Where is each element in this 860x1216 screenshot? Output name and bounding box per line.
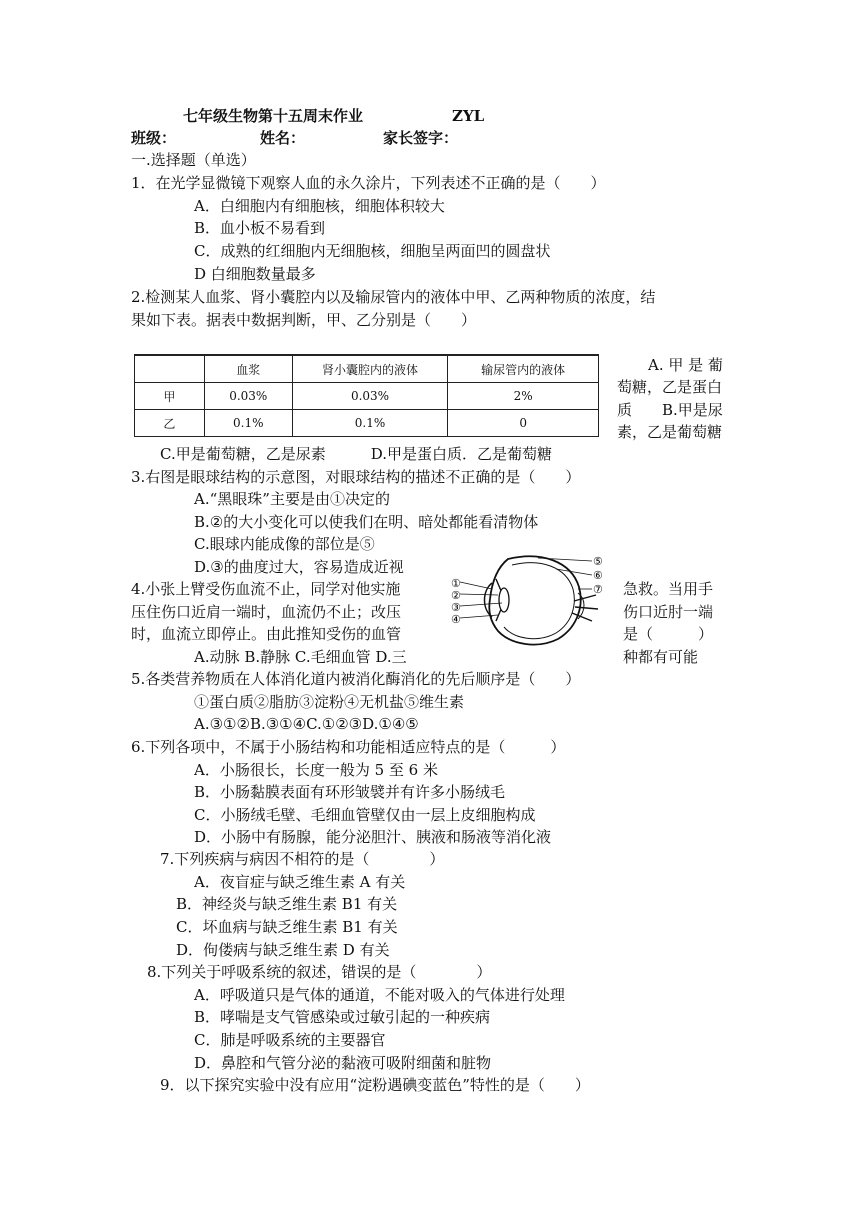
table-cell: 2% [448,383,599,410]
q5-stem: 5.各类营养物质在人体消化道内被消化酶消化的先后顺序是（ ） [131,670,581,688]
q6-option-d: D．小肠中有肠腺，能分泌胆汁、胰液和肠液等消化液 [194,828,552,846]
table-header-cell [135,355,205,383]
q8-option-d: D．鼻腔和气管分泌的黏液可吸附细菌和脏物 [194,1054,492,1072]
q1-option-d: D 白细胞数量最多 [194,265,316,283]
table-row [135,383,599,410]
table-cell: 0.1% [292,410,448,437]
label-6: ⑥ [593,569,603,582]
table-cell: 0 [448,410,599,437]
q2-option-b-line2: 素，乙是葡萄糖 [617,423,723,441]
q7-option-c: C．坏血病与缺乏维生素 B1 有关 [176,918,398,936]
q5-items: ①蛋白质②脂肪③淀粉④无机盐⑤维生素 [194,693,465,711]
q4-line2-right: 伤口近肘一端 [623,603,714,621]
q8-stem: 8.下列关于呼吸系统的叙述，错误的是（ ） [147,963,492,981]
label-7: ⑦ [593,583,603,596]
q1-option-b: B．血小板不易看到 [194,219,326,237]
q4-line1-left: 4.小张上臂受伤血流不止，同学对他实施 [131,580,401,598]
table-cell: 0.03% [292,383,448,410]
label-2: ② [451,589,461,602]
q2-stem-line1: 2.检测某人血浆、肾小囊腔内以及输尿管内的液体中甲、乙两种物质的浓度，结 [131,288,656,306]
q2-option-b-line1: 质 B.甲是尿 [617,401,723,419]
q8-option-a: A．呼吸道只是气体的通道，不能对吸入的气体进行处理 [194,986,565,1004]
label-1: ① [451,577,461,590]
table-header-cell: 血浆 [204,355,292,383]
table-cell: 0.03% [204,383,292,410]
q3-option-a: A.“黑眼珠”主要是由①决定的 [194,490,390,508]
label-5: ⑤ [593,555,603,568]
q6-option-b: B．小肠黏膜表面有环形皱襞并有许多小肠绒毛 [194,783,506,801]
table-cell: 乙 [135,410,205,437]
table-header-cell: 肾小囊腔内的液体 [292,355,448,383]
table-header-row [135,355,599,383]
q6-option-c: C．小肠绒毛壁、毛细血管壁仅由一层上皮细胞构成 [194,806,536,824]
q4-options-right: 种都有可能 [623,648,699,666]
q5-options: A.③①②B.③①④C.①②③D.①④⑤ [194,715,419,733]
table-header-cell: 输尿管内的液体 [448,355,599,383]
q1-stem: 1．在光学显微镜下观察人血的永久涂片，下列表述不正确的是（ ） [131,174,606,192]
q2-option-a-line1: A. 甲 是 葡 [648,356,723,374]
table-cell: 0.1% [204,410,292,437]
concentration-table [134,354,599,437]
author-initials: ZYL [452,107,485,125]
q1-option-a: A．白细胞内有细胞核，细胞体积较大 [194,197,445,215]
table-cell: 甲 [135,383,205,410]
q2-options-cd: C.甲是葡萄糖，乙是尿素 D.甲是蛋白质．乙是葡萄糖 [160,445,552,463]
table-row [135,410,599,437]
label-3: ③ [451,601,461,614]
q2-stem-line2: 果如下表。据表中数据判断，甲、乙分别是（ ） [131,311,477,329]
q7-option-a: A．夜盲症与缺乏维生素 A 有关 [194,873,406,891]
q7-option-b: B．神经炎与缺乏维生素 B1 有关 [176,895,398,913]
section-heading: 一.选择题（单选） [131,151,256,169]
q4-line3-left: 时，血流立即停止。由此推知受伤的血管 [131,625,402,643]
q8-option-c: C．肺是呼吸系统的主要器官 [194,1031,386,1049]
page-title: 七年级生物第十五周末作业 [183,107,364,125]
q3-option-b: B.②的大小变化可以使我们在明、暗处都能看清物体 [194,513,539,531]
q2-option-a-line2: 萄糖，乙是蛋白 [617,378,723,396]
q8-option-b: B．哮喘是支气管感染或过敏引起的一种疾病 [194,1008,491,1026]
q3-option-c: C.眼球内能成像的部位是⑤ [194,535,375,553]
q6-option-a: A．小肠很长，长度一般为 5 至 6 米 [194,761,438,779]
eyeball-diagram [446,549,612,649]
class-label: 班级： [131,129,177,147]
q4-line3-right: 是（ ） [623,625,714,643]
q4-options-left: A.动脉 B.静脉 C.毛细血管 D.三 [194,648,407,666]
optic-nerve [572,595,598,621]
q3-option-d: D.③的曲度过大，容易造成近视 [194,558,404,576]
q9-stem: 9．以下探究实验中没有应用“淀粉遇碘变蓝色”特性的是（ ） [160,1076,590,1094]
q1-option-c: C．成熟的红细胞内无细胞核，细胞呈两面凹的圆盘状 [194,242,551,260]
q3-stem: 3.右图是眼球结构的示意图，对眼球结构的描述不正确的是（ ） [131,468,581,486]
q7-stem: 7.下列疾病与病因不相符的是（ ） [160,850,445,868]
retina-outline [504,563,574,639]
lens-shape [499,588,509,612]
q4-line2-left: 压住伤口近肩一端时，血流仍不止；改压 [131,603,402,621]
q7-option-d: D．佝偻病与缺乏维生素 D 有关 [176,941,390,959]
q4-line1-right: 急救。当用手 [623,580,714,598]
name-label: 姓名： [260,129,306,147]
parent-signature-label: 家长签字： [383,129,459,147]
label-4: ④ [451,613,461,626]
q6-stem: 6.下列各项中，不属于小肠结构和功能相适应特点的是（ ） [131,738,566,756]
